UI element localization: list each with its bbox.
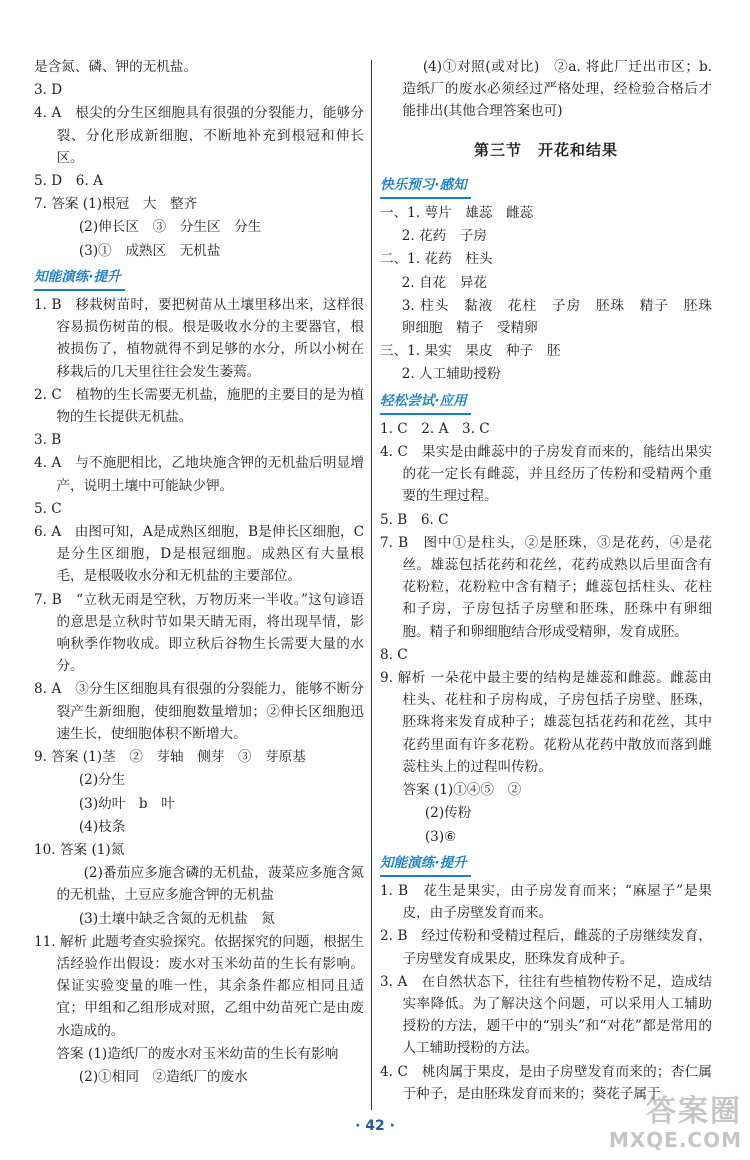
answer-s9-b: (2)分生 xyxy=(78,772,126,789)
ability-4: 4. C 桃肉属于果皮，是由子房壁发育而来的；杏仁属于种子，是由胚珠发育而来的；葵花子属于 xyxy=(380,1063,712,1102)
answer-s1: 1. B 移栽树苗时，要把树苗从土壤里移出来，这样很容易损伤树苗的根。根是吸收水分的主要器官，根被损伤了，植物就得不到足够的水分，所以小树在移栽后的几天里往往会发生萎蔫。 xyxy=(34,297,364,380)
preview-3-a: 三、1. 果实 果皮 种子 胚 xyxy=(380,343,561,360)
answer-s10-a: 10. 答案 (1)氮 xyxy=(34,841,125,858)
answer-s8: 8. A ③分生区细胞具有很强的分裂能力，能够不断分裂产生新细胞，使细胞数量增加；②伸长区细胞迅速生长，使细胞体积不断增大。 xyxy=(34,681,364,742)
column-divider xyxy=(371,60,372,1110)
try-1-3: 1. C 2. A 3. C xyxy=(380,420,490,437)
answer-s9-c: (3)幼叶 b 叶 xyxy=(78,795,175,812)
preview-2-a: 二、1. 花药 柱头 xyxy=(380,251,493,268)
watermark-title: 答案圈 xyxy=(646,1094,742,1129)
answer-line: 是含氮、磷、钾的无机盐。 xyxy=(34,59,198,75)
right-column xyxy=(380,56,726,1106)
section-heading: 知能演练·提升 xyxy=(380,852,471,877)
preview-1-a: 一、1. 萼片 雄蕊 雌蕊 xyxy=(380,205,534,222)
ability-3: 3. A 在自然状态下，往往有些植物传粉不足，造成结实率降低。为了解决这个问题，可以采用人工辅助授粉的方法，题干中的“别头”和“对花”都是常用的人工辅助授粉的方法。 xyxy=(380,973,712,1057)
answer-s7: 7. B “立秋无雨是空秋，万物历来一半收。”这句谚语的意思是立秋时节如果天睛无雨，将出现旱情，影响秋季作物收成。即立秋后谷物生长需要大量的水分。 xyxy=(34,591,364,675)
answer-s11-a: 11. 解析 此题考查实验探究。依据探究的问题，根据生活经验作出假设：废水对玉米幼苗的生长有影响。保证实验变量的唯一性，其余条件都应相同且适宜；甲组和乙组形成对照，乙组中幼苗死亡是由废水造成的。 xyxy=(34,933,364,1039)
section-heading: 知能演练·提升 xyxy=(34,266,125,291)
try-9-answer-a: 答案 (1)①④⑤ ② xyxy=(402,782,522,799)
answer-s11-b: 答案 (1)造纸厂的废水对玉米幼苗的生长有影响 xyxy=(56,1045,339,1062)
try-9-answer-c: (3)⑥ xyxy=(424,828,457,845)
try-7: 7. B 图中①是柱头，②是胚珠，③是花药，④是花丝。雄蕊包括花药和花丝，花药成熟以后里面含有花粉粒，花粉粒中含有精子；雌蕊包括柱头、花柱和子房，子房包括子房壁和胚珠，胚珠中有卵细胞。精子和卵细胞结合形成受精卵，发育成胚。 xyxy=(380,534,712,640)
preview-2-c: 3. 柱头 黏液 花柱 子房 胚珠 精子 胚珠 卵细胞 精子 受精卵 xyxy=(401,297,726,337)
chapter-title: 第三节 开花和结果 xyxy=(473,140,618,159)
try-9: 9. 解析 一朵花中最主要的结构是雄蕊和雌蕊。雌蕊由柱头、花柱和子房构成，子房包括子房壁、胚珠，胚珠将来发育成种子；雄蕊包括花药和花丝，其中花药里面有许多花粉。花粉从花药中散放而落到雌蕊柱头上的过程叫传粉。 xyxy=(380,670,712,775)
preview-1-b: 2. 花药 子房 xyxy=(401,228,488,245)
answer-7-c: (3)① 成熟区 无机盐 xyxy=(78,242,221,259)
answer-s9-d: (4)枝条 xyxy=(78,818,126,835)
preview-3-b: 2. 人工辅助授粉 xyxy=(401,366,501,383)
answer-7-b: (2)伸长区 ③ 分生区 分生 xyxy=(78,219,262,236)
answer-s5: 5. C xyxy=(34,500,62,517)
answer-s11-c: (2)①相同 ②造纸厂的废水 xyxy=(78,1068,248,1085)
answer-5-6: 5. D 6. A xyxy=(34,173,103,190)
answer-s10-c: (3)土壤中缺乏含氮的无机盐 氮 xyxy=(78,910,275,927)
answer-3: 3. D xyxy=(34,82,63,99)
try-9-answer-b: (2)传粉 xyxy=(424,805,472,822)
try-8: 8. C xyxy=(380,646,408,663)
answer-s3: 3. B xyxy=(34,432,62,449)
left-column xyxy=(34,56,364,1089)
watermark-url: MXQE.COM xyxy=(608,1128,742,1152)
section-heading: 快乐预习·感知 xyxy=(380,174,471,199)
answer-7-a: 7. 答案 (1)根冠 大 整齐 xyxy=(34,196,198,213)
answer-s2: 2. C 植物的生长需要无机盐，施肥的主要目的是为植物的生长提供无机盐。 xyxy=(34,386,364,426)
try-4: 4. C 果实是由雌蕊中的子房发育而来的，能结出果实的花一定长有雌蕊，并且经历了传粉和受精两个重要的生理过程。 xyxy=(380,444,712,505)
answer-s6: 6. A 由图可知，A是成熟区细胞，B是伸长区细胞，C是分生区细胞，D是根冠细胞。成熟区有大量根毛，是根吸收水分和无机盐的主要部位。 xyxy=(34,524,364,585)
preview-2-b: 2. 自花 异花 xyxy=(401,274,488,291)
answer-s4: 4. A 与不施肥相比，乙地块施含钾的无机盐后明显增产，说明土壤中可能缺少钾。 xyxy=(34,455,364,494)
answer-11-d: (4)①对照(或对比) ②a. 将此厂迁出市区；b. 造纸厂的废水必须经过严格处理，经检验合格后才能排出(其他合理答案也可) xyxy=(402,59,712,120)
ability-2: 2. B 经过传粉和受精过程后，雌蕊的子房继续发育，子房壁发育成果皮，胚珠发育成种子。 xyxy=(380,928,712,967)
answer-s10-b: (2)番茄应多施含磷的无机盐，菠菜应多施含氮的无机盐，土豆应多施含钾的无机盐 xyxy=(56,865,364,904)
section-heading: 轻松尝试·应用 xyxy=(380,390,471,415)
answer-s9-a: 9. 答案 (1)茎 ② 芽轴 侧芽 ③ 芽原基 xyxy=(34,749,306,766)
try-5-6: 5. B 6. C xyxy=(380,511,449,528)
watermark-logo xyxy=(592,1096,742,1156)
ability-1: 1. B 花生是果实，由子房发育而来；“麻屋子”是果皮，由子房壁发育而来。 xyxy=(380,882,712,922)
answer-4: 4. A 根尖的分生区细胞具有很强的分裂能力，能够分裂、分化形成新细胞，不断地补充到根冠和伸长区。 xyxy=(34,105,364,166)
page-number: · 42 · xyxy=(355,1118,395,1134)
